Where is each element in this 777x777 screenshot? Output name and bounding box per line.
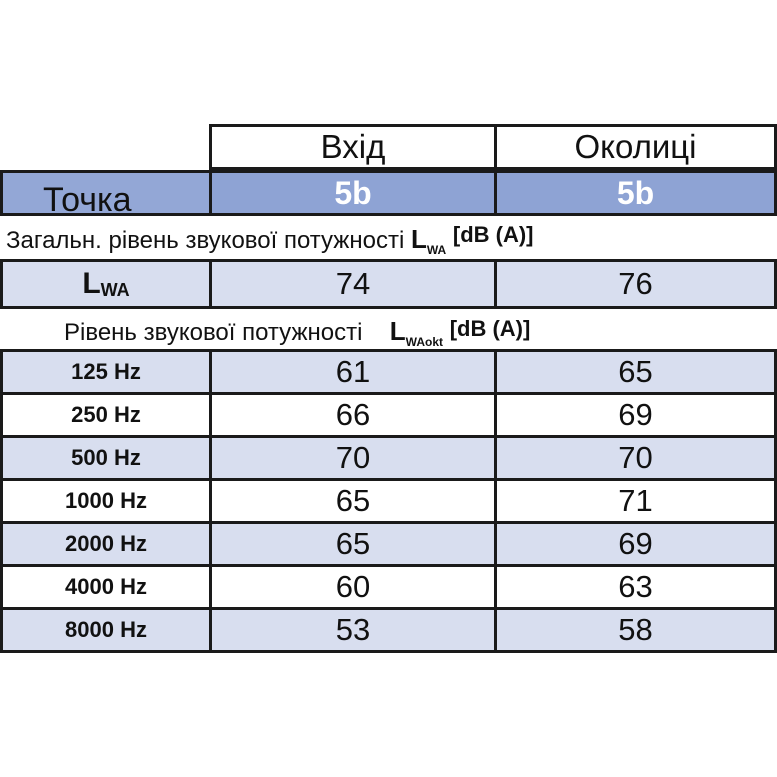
octave-value-input <box>209 435 497 481</box>
octave-row-label <box>0 435 212 481</box>
octave-row-label <box>0 607 212 653</box>
lwa-row-label <box>0 259 212 309</box>
octave-row-label <box>0 392 212 438</box>
octave-value-input <box>209 607 497 653</box>
octave-value-input-text: 60 <box>335 569 371 604</box>
octave-value-surroundings-text: 63 <box>618 569 653 604</box>
octave-value-surroundings <box>494 392 777 438</box>
point-row-label-text: Точка <box>43 180 132 219</box>
octave-value-input-text: 70 <box>335 440 371 475</box>
lwa-value-input-text: 74 <box>335 266 371 301</box>
point-value-surroundings <box>494 170 777 216</box>
octave-row-freq: 500 Hz <box>71 445 141 470</box>
octave-value-input <box>209 349 497 395</box>
octave-value-surroundings <box>494 521 777 567</box>
octave-row-freq: 1000 Hz <box>65 488 147 513</box>
octave-value-surroundings <box>494 564 777 610</box>
lwa-value-surroundings <box>494 259 777 309</box>
octave-value-surroundings <box>494 349 777 395</box>
octave-value-input-text: 61 <box>335 354 371 389</box>
octave-value-input <box>209 521 497 567</box>
point-value-input-text: 5b <box>334 174 372 211</box>
octave-row-freq: 8000 Hz <box>65 617 147 642</box>
octave-value-input-text: 66 <box>335 397 371 432</box>
octave-value-input-text: 65 <box>335 526 371 561</box>
octave-value-surroundings-text: 69 <box>618 526 653 561</box>
octave-value-surroundings <box>494 478 777 524</box>
octave-row-freq: 250 Hz <box>71 402 141 427</box>
total-caption-text: Загальн. рівень звукової потужності <box>6 227 405 254</box>
octave-value-surroundings <box>494 435 777 481</box>
point-value-surroundings-text: 5b <box>616 174 655 211</box>
octave-caption-symbol: $L_{WAokt}$ <box>389 316 444 350</box>
point-row-label <box>0 170 212 219</box>
column-header-input-text: Вхід <box>320 128 386 165</box>
column-header-input <box>209 124 497 170</box>
octave-caption-unit: [dB (A)] <box>449 316 531 341</box>
octave-value-input <box>209 392 497 438</box>
octave-value-surroundings-text: 65 <box>618 354 653 389</box>
octave-row-label <box>0 564 212 610</box>
octave-value-surroundings-text: 69 <box>618 397 653 432</box>
column-header-surroundings <box>494 124 777 170</box>
lwa-label-main: L <box>82 267 101 300</box>
octave-caption-text: Рівень звукової потужності <box>64 319 363 346</box>
column-header-surroundings-text: Околиці <box>574 128 697 165</box>
total-caption-unit: [dB (A)] <box>452 222 534 247</box>
octave-value-input <box>209 564 497 610</box>
octave-row-label <box>0 478 212 524</box>
lwa-value-surroundings-text: 76 <box>618 266 653 301</box>
octave-value-input-text: 65 <box>335 483 371 518</box>
octave-row-label <box>0 349 212 395</box>
octave-value-input <box>209 478 497 524</box>
octave-row-freq: 125 Hz <box>71 359 141 384</box>
octave-row-label <box>0 521 212 567</box>
octave-level-caption <box>64 316 530 349</box>
point-value-input <box>209 170 497 216</box>
octave-value-input-text: 53 <box>335 612 371 647</box>
octave-row-freq: 2000 Hz <box>65 531 147 556</box>
octave-value-surroundings <box>494 607 777 653</box>
octave-row-freq: 4000 Hz <box>65 574 147 599</box>
lwa-value-input <box>209 259 497 309</box>
total-caption-symbol: $L_{WA}$ <box>410 224 447 258</box>
octave-value-surroundings-text: 71 <box>618 483 653 518</box>
total-level-caption <box>6 224 534 257</box>
octave-value-surroundings-text: 70 <box>618 440 653 475</box>
octave-value-surroundings-text: 58 <box>618 612 653 647</box>
lwa-label-sub: WA <box>100 279 130 300</box>
